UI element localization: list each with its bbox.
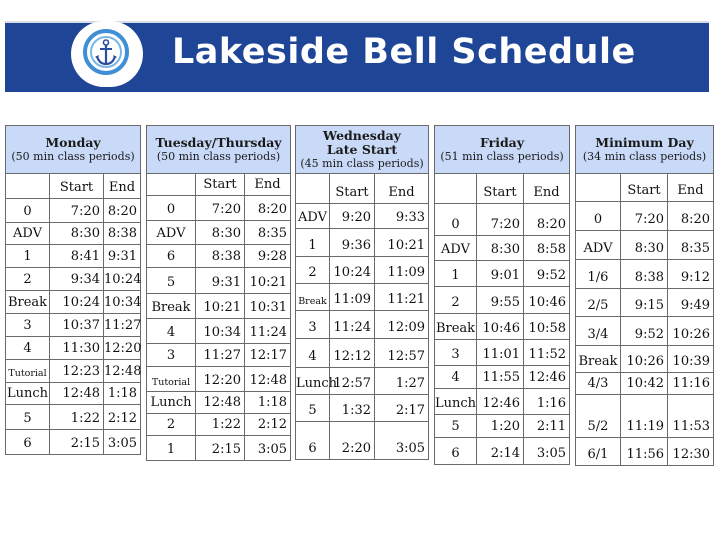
schedule-row bbox=[435, 261, 570, 287]
schedule-row bbox=[6, 383, 141, 405]
schedule-row bbox=[6, 199, 141, 223]
period-col-header bbox=[576, 174, 621, 202]
schedule-row bbox=[6, 405, 141, 430]
schedule-wednesday bbox=[295, 125, 429, 460]
period-cell: 5/2 bbox=[576, 395, 621, 438]
period-cell: 3 bbox=[435, 340, 477, 366]
end-col-header: End bbox=[375, 174, 429, 204]
start-col-header: Start bbox=[477, 174, 524, 204]
end-time-cell: 3:05 bbox=[375, 422, 429, 460]
schedule-row bbox=[576, 231, 714, 260]
schedule-row bbox=[147, 319, 291, 344]
end-time-cell: 2:12 bbox=[245, 414, 291, 436]
day-header bbox=[576, 126, 714, 174]
end-time-cell: 11:53 bbox=[668, 395, 714, 438]
schedule-row bbox=[296, 422, 429, 460]
period-cell: Break bbox=[6, 291, 50, 314]
schedule-row bbox=[576, 346, 714, 373]
period-cell: 4 bbox=[6, 337, 50, 360]
period-cell: 0 bbox=[6, 199, 50, 223]
schedule-row bbox=[147, 268, 291, 294]
schedule-row bbox=[147, 344, 291, 367]
start-col-header: Start bbox=[621, 174, 668, 202]
start-time-cell: 1:32 bbox=[330, 395, 375, 422]
end-time-cell: 11:24 bbox=[245, 319, 291, 344]
period-cell: 4/3 bbox=[576, 373, 621, 395]
period-cell: 2 bbox=[435, 287, 477, 314]
period-cell: 5 bbox=[435, 415, 477, 438]
period-cell: Break bbox=[576, 346, 621, 373]
schedule-row bbox=[6, 337, 141, 360]
anchor-icon bbox=[95, 39, 117, 67]
period-cell: 4 bbox=[296, 339, 330, 368]
start-time-cell: 12:48 bbox=[196, 392, 245, 414]
schedule-row bbox=[296, 311, 429, 339]
schedule-row bbox=[6, 291, 141, 314]
period-col-header bbox=[296, 174, 330, 204]
period-cell: Tutorial bbox=[6, 360, 50, 383]
day-name: Monday bbox=[45, 134, 101, 150]
period-cell: 4 bbox=[435, 366, 477, 389]
schedule-row bbox=[296, 229, 429, 257]
start-time-cell: 2:15 bbox=[196, 436, 245, 461]
start-time-cell: 7:20 bbox=[50, 199, 104, 223]
day-subtitle: (45 min class periods) bbox=[300, 156, 424, 170]
start-time-cell: 9:52 bbox=[621, 317, 668, 346]
schedule-row bbox=[296, 339, 429, 368]
end-time-cell: 2:11 bbox=[524, 415, 570, 438]
start-time-cell: 1:22 bbox=[196, 414, 245, 436]
period-cell: Break bbox=[147, 294, 196, 319]
schedule-row bbox=[296, 204, 429, 229]
end-time-cell: 11:21 bbox=[375, 284, 429, 311]
start-time-cell: 11:24 bbox=[330, 311, 375, 339]
schedule-tuesday-thursday bbox=[146, 125, 291, 461]
schedule-row bbox=[147, 414, 291, 436]
period-cell: Break bbox=[435, 314, 477, 340]
period-cell: 5 bbox=[147, 268, 196, 294]
start-time-cell: 8:41 bbox=[50, 245, 104, 268]
period-cell: 6 bbox=[435, 438, 477, 465]
period-cell: 1 bbox=[147, 436, 196, 461]
end-time-cell: 12:48 bbox=[245, 367, 291, 392]
schedule-friday bbox=[434, 125, 570, 465]
schedule-row bbox=[147, 294, 291, 319]
start-time-cell: 8:30 bbox=[50, 223, 104, 245]
end-time-cell: 12:57 bbox=[375, 339, 429, 368]
schedule-row bbox=[435, 236, 570, 261]
period-col-header bbox=[6, 174, 50, 199]
start-time-cell: 11:27 bbox=[196, 344, 245, 367]
start-time-cell: 12:48 bbox=[50, 383, 104, 405]
start-time-cell: 12:20 bbox=[196, 367, 245, 392]
page-title: Lakeside Bell Schedule bbox=[172, 32, 636, 72]
schedule-row bbox=[6, 223, 141, 245]
start-time-cell: 9:15 bbox=[621, 289, 668, 317]
day-name: Wednesday bbox=[323, 127, 401, 143]
schedule-row bbox=[6, 360, 141, 383]
end-time-cell: 8:20 bbox=[668, 202, 714, 231]
end-time-cell: 9:49 bbox=[668, 289, 714, 317]
schedule-row bbox=[6, 430, 141, 455]
end-time-cell: 8:58 bbox=[524, 236, 570, 261]
day-subtitle: (50 min class periods) bbox=[11, 149, 135, 163]
day-subtitle: (34 min class periods) bbox=[582, 149, 707, 163]
period-cell: 3 bbox=[6, 314, 50, 337]
end-time-cell: 10:39 bbox=[668, 346, 714, 373]
end-col-header: End bbox=[245, 174, 291, 196]
period-cell: 2 bbox=[296, 257, 330, 284]
schedule-row bbox=[147, 245, 291, 268]
period-cell: 6/1 bbox=[576, 438, 621, 466]
start-time-cell: 9:01 bbox=[477, 261, 524, 287]
period-cell: Lunch bbox=[147, 392, 196, 414]
start-time-cell: 11:56 bbox=[621, 438, 668, 466]
schedule-row bbox=[435, 204, 570, 236]
end-time-cell: 12:46 bbox=[524, 366, 570, 389]
start-time-cell: 9:34 bbox=[50, 268, 104, 291]
start-time-cell: 10:24 bbox=[330, 257, 375, 284]
end-time-cell: 8:20 bbox=[104, 199, 141, 223]
period-cell: 0 bbox=[435, 204, 477, 236]
end-time-cell: 3:05 bbox=[104, 430, 141, 455]
start-time-cell: 10:21 bbox=[196, 294, 245, 319]
schedule-row bbox=[147, 436, 291, 461]
start-time-cell: 10:42 bbox=[621, 373, 668, 395]
period-cell: ADV bbox=[147, 221, 196, 245]
start-time-cell: 12:12 bbox=[330, 339, 375, 368]
period-cell: 1 bbox=[296, 229, 330, 257]
day-name: Friday bbox=[479, 134, 525, 150]
start-time-cell: 11:30 bbox=[50, 337, 104, 360]
schedule-row bbox=[435, 389, 570, 415]
end-time-cell: 11:27 bbox=[104, 314, 141, 337]
schedule-row bbox=[296, 257, 429, 284]
period-cell: 6 bbox=[296, 422, 330, 460]
start-col-header: Start bbox=[50, 174, 104, 199]
start-time-cell: 8:38 bbox=[196, 245, 245, 268]
day-subtitle: (51 min class periods) bbox=[440, 149, 564, 163]
end-time-cell: 9:28 bbox=[245, 245, 291, 268]
period-cell: Lunch bbox=[296, 368, 330, 395]
start-time-cell: 10:26 bbox=[621, 346, 668, 373]
day-name: Minimum Day bbox=[595, 134, 694, 150]
end-time-cell: 8:20 bbox=[245, 196, 291, 221]
schedule-row bbox=[576, 289, 714, 317]
end-time-cell: 8:38 bbox=[104, 223, 141, 245]
end-time-cell: 1:16 bbox=[524, 389, 570, 415]
end-time-cell: 10:24 bbox=[104, 268, 141, 291]
day-header bbox=[296, 126, 429, 174]
end-time-cell: 11:09 bbox=[375, 257, 429, 284]
start-time-cell: 8:38 bbox=[621, 260, 668, 289]
day-name-line2: Late Start bbox=[326, 141, 398, 157]
period-cell: 5 bbox=[6, 405, 50, 430]
schedule-row bbox=[296, 368, 429, 395]
start-time-cell: 8:30 bbox=[196, 221, 245, 245]
schedule-row bbox=[435, 366, 570, 389]
start-time-cell: 9:55 bbox=[477, 287, 524, 314]
end-time-cell: 10:21 bbox=[375, 229, 429, 257]
period-cell: 4 bbox=[147, 319, 196, 344]
end-time-cell: 9:52 bbox=[524, 261, 570, 287]
schedule-row bbox=[576, 438, 714, 466]
schedule-row bbox=[576, 317, 714, 346]
period-cell: 2/5 bbox=[576, 289, 621, 317]
end-time-cell: 12:48 bbox=[104, 360, 141, 383]
period-cell: 1 bbox=[6, 245, 50, 268]
start-time-cell: 8:30 bbox=[477, 236, 524, 261]
start-time-cell: 10:24 bbox=[50, 291, 104, 314]
start-time-cell: 12:23 bbox=[50, 360, 104, 383]
end-time-cell: 8:35 bbox=[668, 231, 714, 260]
schedule-row bbox=[6, 268, 141, 291]
start-time-cell: 1:22 bbox=[50, 405, 104, 430]
end-col-header: End bbox=[524, 174, 570, 204]
period-cell: Break bbox=[296, 284, 330, 311]
period-col-header bbox=[147, 174, 196, 196]
schedule-row bbox=[435, 438, 570, 465]
start-time-cell: 11:09 bbox=[330, 284, 375, 311]
school-logo bbox=[71, 21, 143, 87]
day-subtitle: (50 min class periods) bbox=[156, 149, 281, 163]
period-cell: ADV bbox=[6, 223, 50, 245]
schedule-minimum-day bbox=[575, 125, 714, 466]
start-time-cell: 2:20 bbox=[330, 422, 375, 460]
period-cell: 6 bbox=[147, 245, 196, 268]
start-col-header: Start bbox=[330, 174, 375, 204]
period-cell: ADV bbox=[296, 204, 330, 229]
end-time-cell: 1:27 bbox=[375, 368, 429, 395]
period-cell: 5 bbox=[296, 395, 330, 422]
end-time-cell: 1:18 bbox=[104, 383, 141, 405]
end-time-cell: 10:21 bbox=[245, 268, 291, 294]
period-cell: 0 bbox=[147, 196, 196, 221]
end-time-cell: 3:05 bbox=[245, 436, 291, 461]
start-time-cell: 9:36 bbox=[330, 229, 375, 257]
end-time-cell: 11:16 bbox=[668, 373, 714, 395]
start-time-cell: 9:20 bbox=[330, 204, 375, 229]
period-cell: 6 bbox=[6, 430, 50, 455]
schedule-row bbox=[435, 314, 570, 340]
period-cell: 0 bbox=[576, 202, 621, 231]
schedule-row bbox=[435, 415, 570, 438]
end-time-cell: 3:05 bbox=[524, 438, 570, 465]
schedule-row bbox=[576, 373, 714, 395]
schedule-row bbox=[296, 395, 429, 422]
end-time-cell: 12:20 bbox=[104, 337, 141, 360]
start-time-cell: 11:19 bbox=[621, 395, 668, 438]
end-time-cell: 12:30 bbox=[668, 438, 714, 466]
start-time-cell: 10:37 bbox=[50, 314, 104, 337]
end-time-cell: 10:46 bbox=[524, 287, 570, 314]
end-col-header: End bbox=[104, 174, 141, 199]
end-time-cell: 10:58 bbox=[524, 314, 570, 340]
start-time-cell: 11:01 bbox=[477, 340, 524, 366]
period-cell: 3/4 bbox=[576, 317, 621, 346]
start-time-cell: 11:55 bbox=[477, 366, 524, 389]
end-col-header: End bbox=[668, 174, 714, 202]
end-time-cell: 12:09 bbox=[375, 311, 429, 339]
day-header bbox=[435, 126, 570, 174]
start-time-cell: 1:20 bbox=[477, 415, 524, 438]
end-time-cell: 2:17 bbox=[375, 395, 429, 422]
schedule-row bbox=[296, 284, 429, 311]
end-time-cell: 9:31 bbox=[104, 245, 141, 268]
start-time-cell: 10:46 bbox=[477, 314, 524, 340]
schedule-row bbox=[435, 340, 570, 366]
period-cell: ADV bbox=[576, 231, 621, 260]
end-time-cell: 8:20 bbox=[524, 204, 570, 236]
start-time-cell: 8:30 bbox=[621, 231, 668, 260]
start-time-cell: 12:46 bbox=[477, 389, 524, 415]
end-time-cell: 11:52 bbox=[524, 340, 570, 366]
start-col-header: Start bbox=[196, 174, 245, 196]
schedule-row bbox=[6, 245, 141, 268]
start-time-cell: 2:14 bbox=[477, 438, 524, 465]
end-time-cell: 9:33 bbox=[375, 204, 429, 229]
period-cell: 2 bbox=[6, 268, 50, 291]
period-cell: 3 bbox=[147, 344, 196, 367]
schedule-row bbox=[147, 196, 291, 221]
period-cell: Lunch bbox=[6, 383, 50, 405]
schedule-row bbox=[6, 314, 141, 337]
end-time-cell: 2:12 bbox=[104, 405, 141, 430]
period-cell: Lunch bbox=[435, 389, 477, 415]
end-time-cell: 10:31 bbox=[245, 294, 291, 319]
schedule-row bbox=[576, 395, 714, 438]
schedule-row bbox=[576, 202, 714, 231]
start-time-cell: 7:20 bbox=[196, 196, 245, 221]
period-cell: 3 bbox=[296, 311, 330, 339]
period-col-header bbox=[435, 174, 477, 204]
start-time-cell: 10:34 bbox=[196, 319, 245, 344]
start-time-cell: 2:15 bbox=[50, 430, 104, 455]
start-time-cell: 12:57 bbox=[330, 368, 375, 395]
end-time-cell: 10:34 bbox=[104, 291, 141, 314]
start-time-cell: 7:20 bbox=[621, 202, 668, 231]
schedule-row bbox=[576, 260, 714, 289]
day-header bbox=[6, 126, 141, 174]
schedule-row bbox=[147, 392, 291, 414]
schedule-row bbox=[435, 287, 570, 314]
day-header bbox=[147, 126, 291, 174]
end-time-cell: 10:26 bbox=[668, 317, 714, 346]
schedule-row bbox=[147, 367, 291, 392]
period-cell: 1 bbox=[435, 261, 477, 287]
period-cell: 2 bbox=[147, 414, 196, 436]
period-cell: Tutorial bbox=[147, 367, 196, 392]
end-time-cell: 8:35 bbox=[245, 221, 291, 245]
end-time-cell: 9:12 bbox=[668, 260, 714, 289]
end-time-cell: 12:17 bbox=[245, 344, 291, 367]
start-time-cell: 9:31 bbox=[196, 268, 245, 294]
period-cell: 1/6 bbox=[576, 260, 621, 289]
start-time-cell: 7:20 bbox=[477, 204, 524, 236]
schedule-monday bbox=[5, 125, 141, 455]
schedule-row bbox=[147, 221, 291, 245]
end-time-cell: 1:18 bbox=[245, 392, 291, 414]
day-name: Tuesday/Thursday bbox=[155, 134, 282, 150]
period-cell: ADV bbox=[435, 236, 477, 261]
